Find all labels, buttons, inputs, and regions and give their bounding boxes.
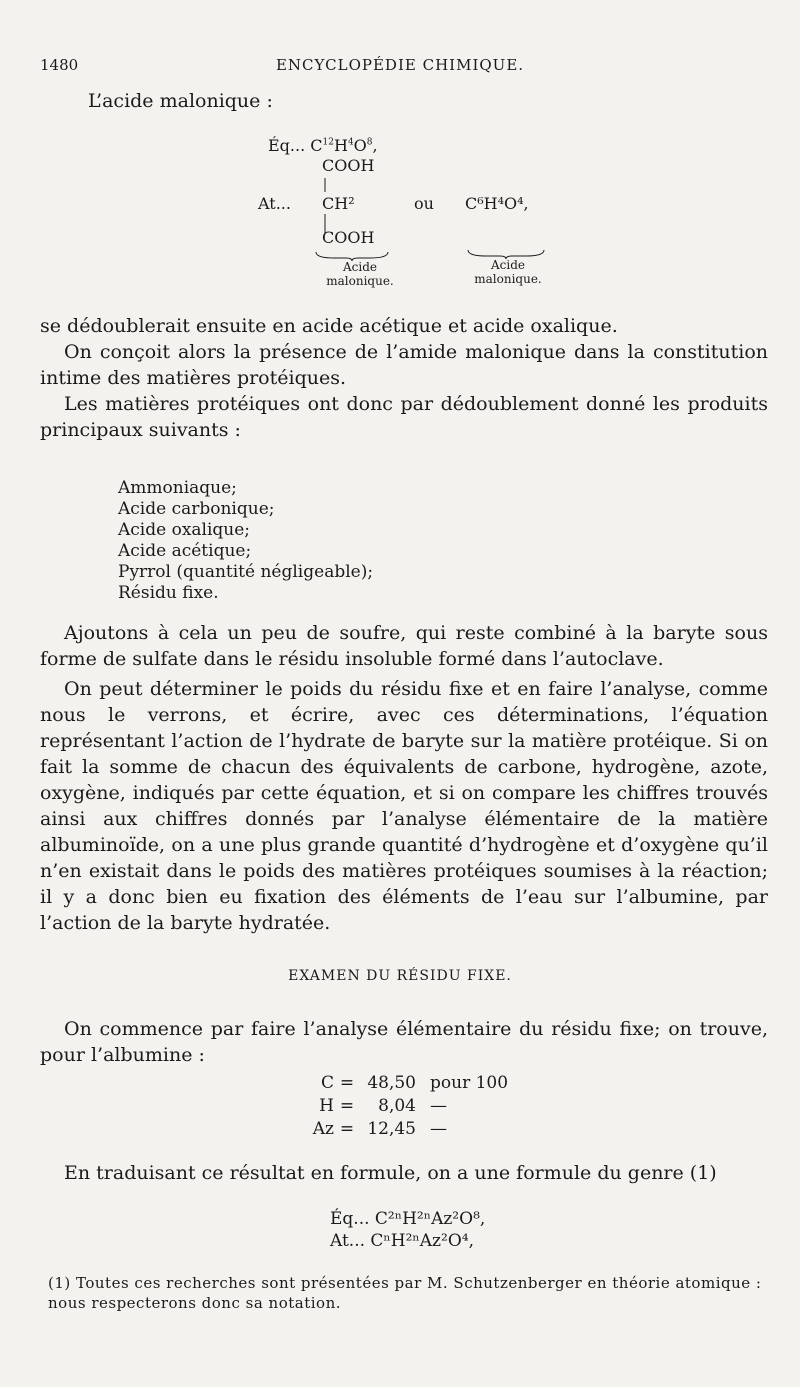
paragraph-7: En traduisant ce résultat en formule, on a une formule du genre (1) [64,1162,717,1184]
ch2-group: CH² [322,194,355,213]
section-title: EXAMEN DU RÉSIDU FIXE. [288,968,512,984]
label-right-2: malonique. [474,272,542,286]
eq-line: Éq... C²ⁿH²ⁿAz²O⁸, [330,1209,486,1229]
paragraph-2: On conçoit alors la présence de l’amide malonique dans la constitution intime des matières protéiques. [40,341,768,389]
table-row: Az = 12,45 — [312,1119,447,1139]
paragraph-3: Les matières protéiques ont donc par dédoublement donné les produits principaux suivants : [40,393,768,441]
c6h4o4-formula: C⁶H⁴O⁴, [465,194,529,213]
at-line: At... CⁿH²ⁿAz²O⁴, [330,1231,474,1251]
paragraph-4: Ajoutons à cela un peu de soufre, qui reste combiné à la baryte sous forme de sulfate dans le résidu insoluble formé dans l’autoclave. [40,622,768,670]
table-row: C = 48,50 pour 100 [320,1073,509,1093]
list-item: Résidu fixe. [118,583,219,603]
paragraph-6: On commence par faire l’analyse élémentaire du résidu fixe; on trouve, pour l’albumine : [40,1018,768,1066]
at-prefix: At... [258,194,291,213]
cooh-top: COOH [322,156,375,175]
list-item: Acide acétique; [118,541,252,561]
list-item: Acide oxalique; [118,520,251,540]
or-word: ou [414,194,434,213]
general-formula [330,1208,485,1252]
label-left-1: Acide [342,260,377,274]
label-right-1: Acide [490,258,525,272]
list-item: Pyrrol (quantité négligeable); [118,562,374,582]
page-number: 1480 [40,56,79,74]
running-title: ENCYCLOPÉDIE CHIMIQUE. [275,56,525,74]
table-row: H = 8,04 — [319,1096,447,1116]
list-item: Ammoniaque; [118,478,237,498]
paragraph-5: On peut déterminer le poids du résidu fixe et en faire l’analyse, comme nous le verrons, et écrire, avec ces déterminations, l’équation représentant l’action de l’hydrate de baryte sur la matière protéique. Si on fait la somme de chacun des équivalents de carbone, hydrogène, azote, oxygène, indiqués par cette équation, et si on compare les chiffres trouvés ainsi aux chiffres donnés par l’analyse élémentaire de la matière albuminoïde, on a une plus grande quantité d’hydrogène et d’oxygène qu’il n’en existait dans le poids des matières protéiques soumises à la réaction; il y a donc bien eu fixation des éléments de l’eau sur l’albumine, par l’action de la baryte hydratée. [40,678,768,934]
list-item: Acide carbonique; [118,499,275,519]
eq-formula: $C^{12}H^4O^8$, [310,136,378,155]
composition-table [308,1072,508,1141]
intro-label: L’acide malonique : [88,90,273,112]
footnote: (1) Toutes ces recherches sont présentées par M. Schutzenberger en théorie atomique : nous respecterons donc sa notation. [48,1274,762,1312]
paragraph-1: se dédoublerait ensuite en acide acétique et acide oxalique. [40,315,618,337]
page-header [40,56,760,80]
cooh-bottom: COOH [322,228,375,247]
label-left-2: malonique. [326,274,394,288]
products-list [118,478,373,604]
eq-formula-line: Éq... $C^{12}H^4O^8$, [268,136,378,155]
